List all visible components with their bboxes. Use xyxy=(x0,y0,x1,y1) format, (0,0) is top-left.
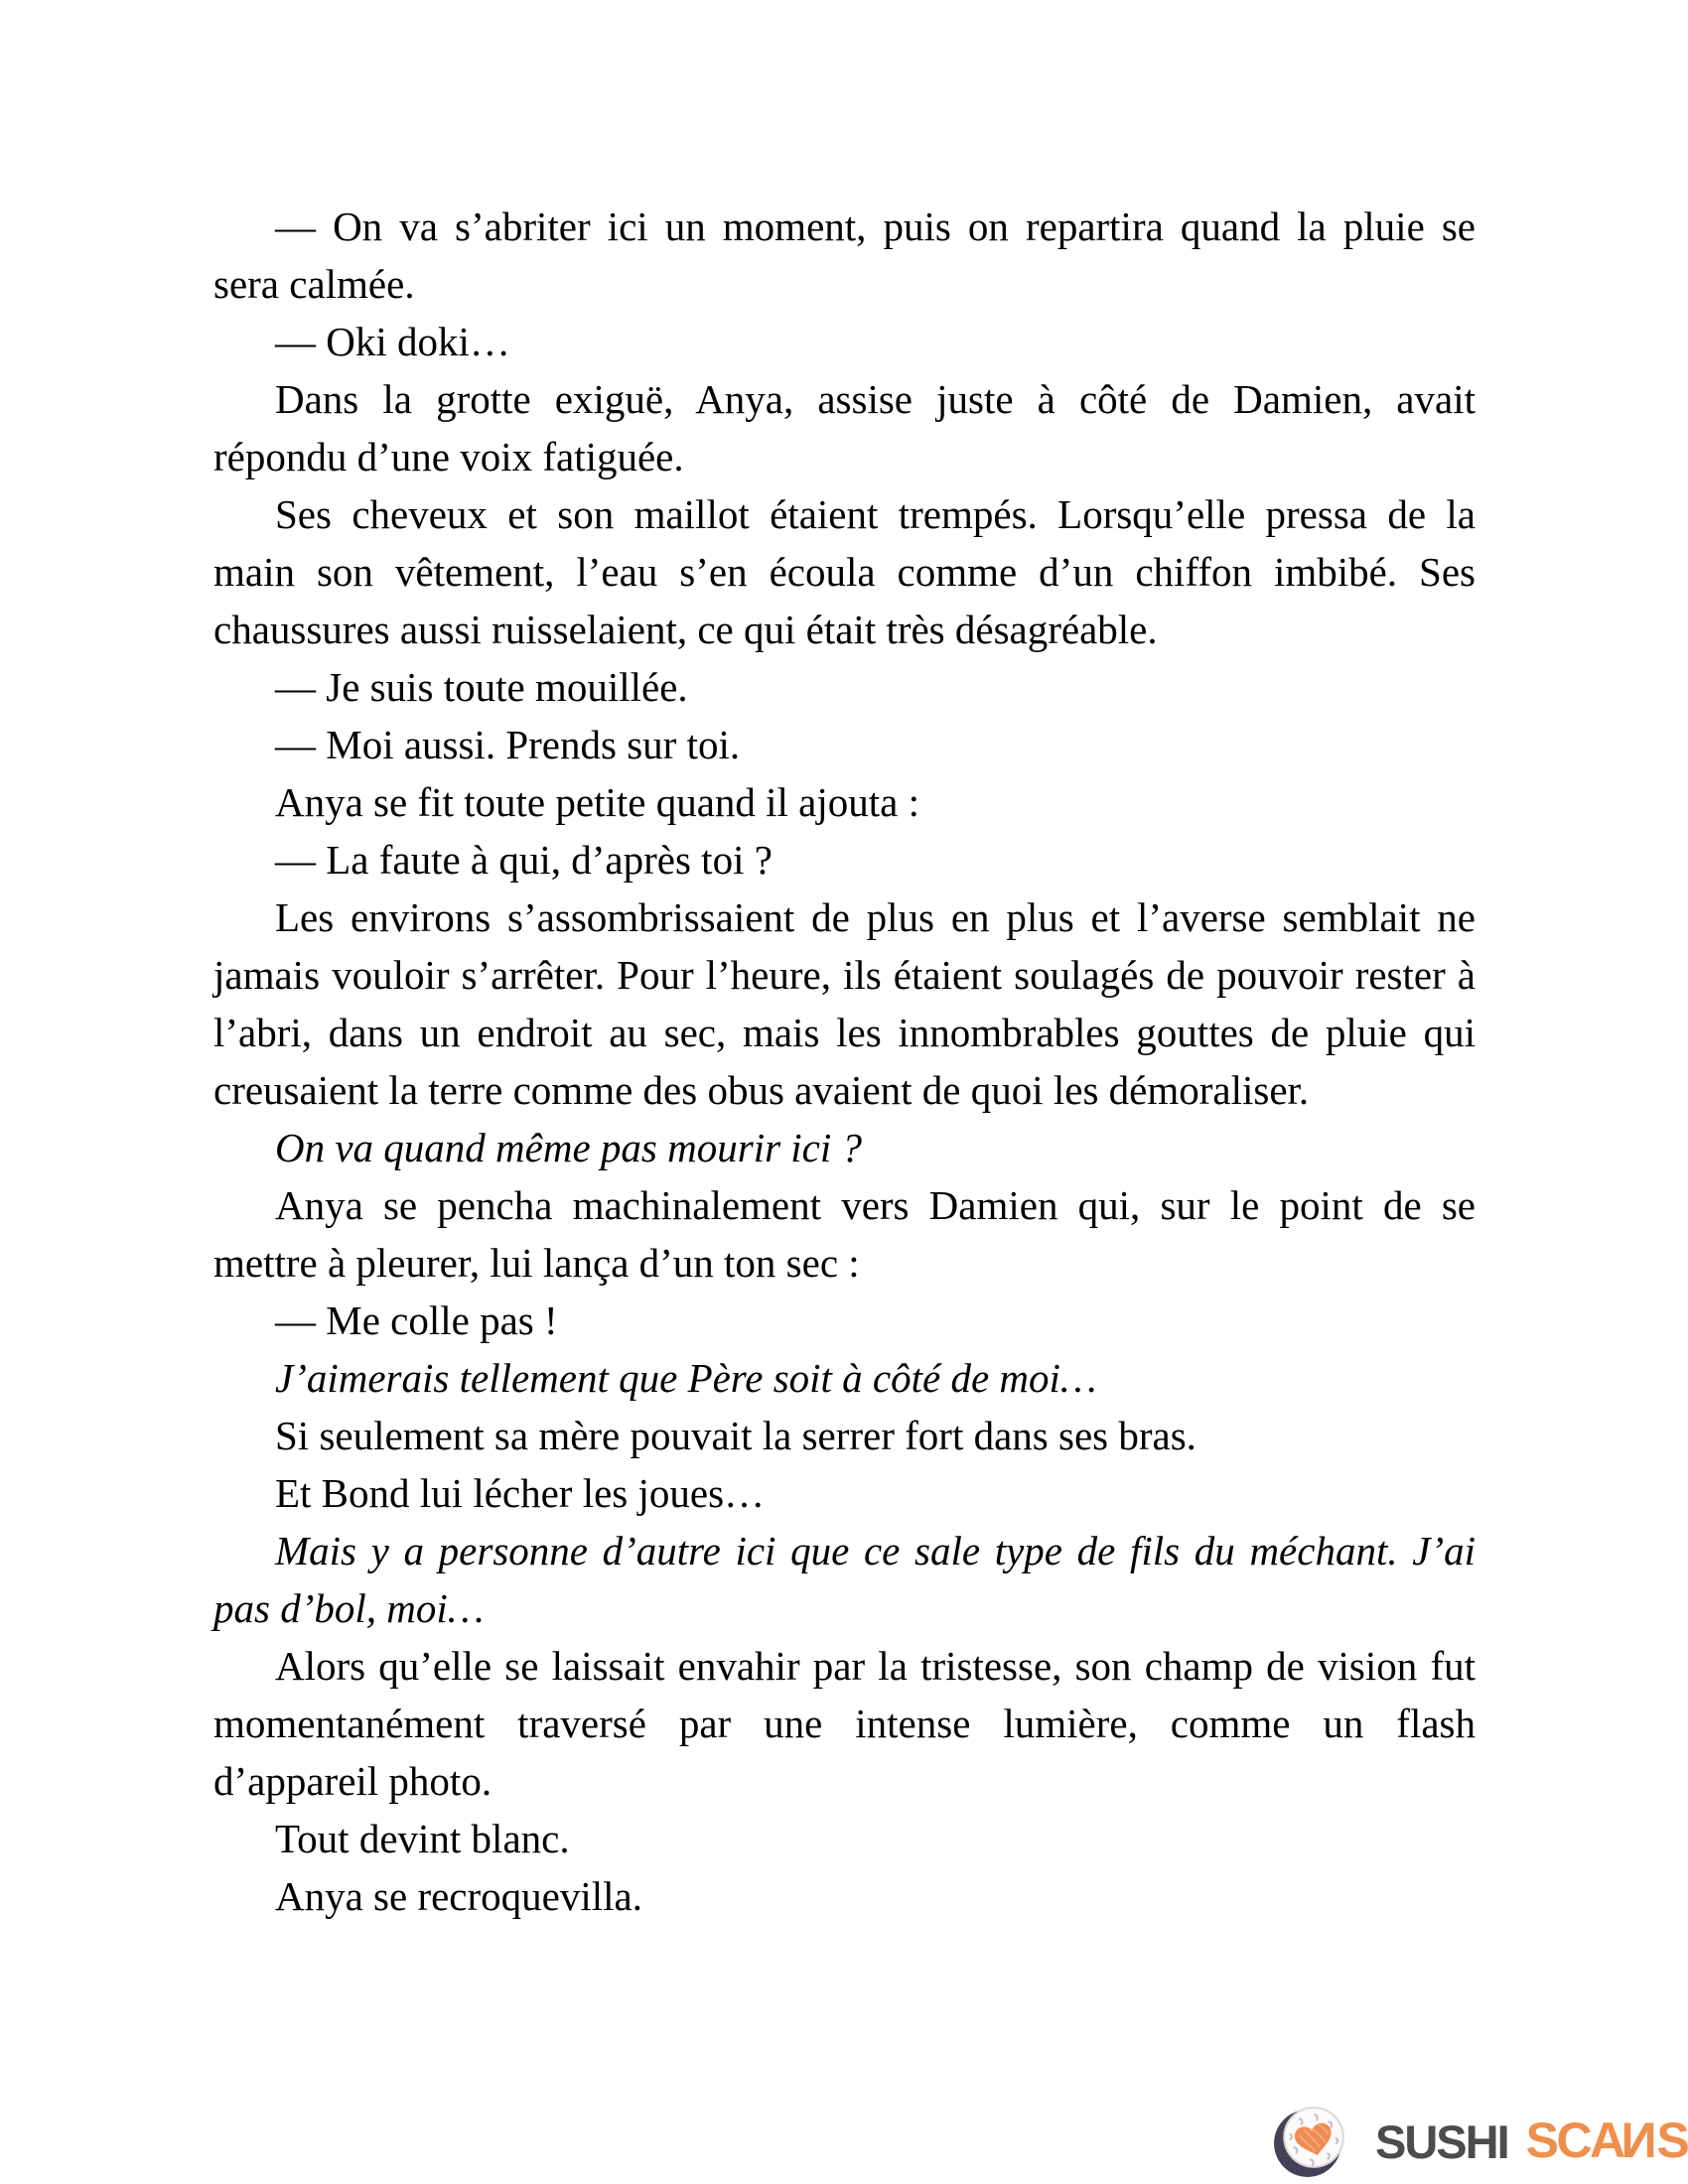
sushi-scans-logo xyxy=(1272,2102,1687,2179)
text-line: creusaient la terre comme des obus avaient de quoi les démoraliser. xyxy=(213,1067,1310,1113)
page-text xyxy=(213,198,1476,1925)
text-line: sera calmée. xyxy=(213,261,415,307)
text-line: pas d’bol, moi… xyxy=(213,1585,485,1631)
text-line: Et Bond lui lécher les joues… xyxy=(275,1470,766,1516)
text-line: l’abri, dans un endroit au sec, mais les innombrables gouttes de pluie qui xyxy=(213,1010,1476,1055)
text-line: Dans la grotte exiguë, Anya, assise juste à côté de Damien, avait xyxy=(275,376,1476,422)
text-line: On va quand même pas mourir ici ? xyxy=(275,1125,863,1170)
text-line: Anya se fit toute petite quand il ajouta : xyxy=(275,779,919,825)
text-line: momentanément traversé par une intense lumière, comme un flash xyxy=(213,1701,1476,1746)
text-line: — La faute à qui, d’après toi ? xyxy=(275,837,773,883)
text-line: Si seulement sa mère pouvait la serrer fort dans ses bras. xyxy=(275,1413,1196,1458)
text-line: — On va s’abriter ici un moment, puis on repartira quand la pluie se xyxy=(275,204,1476,249)
text-line: — Je suis toute mouillée. xyxy=(275,664,688,710)
text-line: Ses cheveux et son maillot étaient trempés. Lorsqu’elle pressa de la xyxy=(275,491,1476,537)
logo-wordmark xyxy=(1375,2113,1688,2168)
text-line: Les environs s’assombrissaient de plus en plus et l’averse semblait ne xyxy=(275,894,1476,940)
text-line: répondu d’une voix fatiguée. xyxy=(213,434,684,479)
text-line: d’appareil photo. xyxy=(213,1758,492,1804)
sushi-roll-icon xyxy=(1272,2102,1349,2179)
text-line: Mais y a personne d’autre ici que ce sale type de fils du méchant. J’ai xyxy=(275,1528,1476,1573)
text-line: — Moi aussi. Prends sur toi. xyxy=(275,722,741,767)
text-line: J’aimerais tellement que Père soit à côté de moi… xyxy=(275,1355,1097,1401)
text-line: — Oki doki… xyxy=(275,319,510,364)
text-line: chaussures aussi ruisselaient, ce qui était très désagréable. xyxy=(213,607,1158,652)
text-line: — Me colle pas ! xyxy=(275,1297,558,1343)
text-line: Tout devint blanc. xyxy=(275,1816,570,1861)
text-line: Anya se pencha machinalement vers Damien qui, sur le point de se xyxy=(275,1182,1476,1228)
logo-text-scans: SCANS xyxy=(1525,2113,1688,2168)
text-line: jamais vouloir s’arrêter. Pour l’heure, ils étaient soulagés de pouvoir rester à xyxy=(213,952,1476,998)
text-line: main son vêtement, l’eau s’en écoula comme d’un chiffon imbibé. Ses xyxy=(213,549,1476,595)
text-line: Anya se recroquevilla. xyxy=(275,1873,642,1919)
logo-text-sushi: SUSHI xyxy=(1375,2115,1508,2168)
text-line: mettre à pleurer, lui lança d’un ton sec : xyxy=(213,1240,860,1286)
text-line: Alors qu’elle se laissait envahir par la tristesse, son champ de vision fut xyxy=(275,1643,1476,1689)
